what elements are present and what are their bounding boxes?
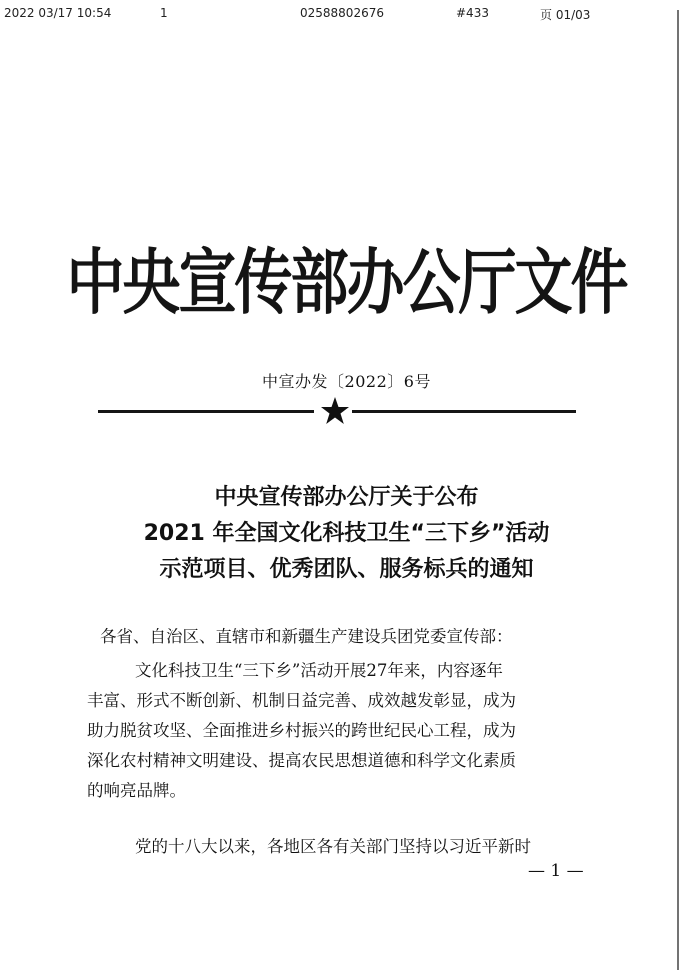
page-number: — 1 — (528, 861, 584, 881)
star-icon (320, 396, 350, 426)
header-rule-left (98, 410, 314, 413)
document-header-title: 中央宣传部办公厅文件 (66, 241, 627, 325)
paragraph-line: 深化农村精神文明建设、提高农民思想道德和科学文化素质 (87, 751, 516, 770)
paragraph-line: 的响亮品牌。 (87, 781, 186, 800)
paragraph-line: 文化科技卫生“三下乡”活动开展27年来，内容逐年 (135, 661, 503, 680)
fax-datetime: 2022 03/17 10:54 (4, 6, 112, 20)
fax-number: 02588802676 (300, 6, 384, 20)
document-number: 中宣办发〔2022〕6号 (262, 372, 431, 391)
salutation: 各省、自治区、直辖市和新疆生产建设兵团党委宣传部： (100, 627, 513, 646)
subject-line: 中央宣传部办公厅关于公布 (214, 485, 479, 510)
header-rule-right (352, 410, 576, 413)
subject-line: 示范项目、优秀团队、服务标兵的通知 (159, 557, 534, 582)
subject-line: 2021 年全国文化科技卫生“三下乡”活动 (143, 521, 550, 546)
paragraph-2 (87, 832, 599, 862)
paragraph-1 (87, 656, 599, 806)
fax-header (0, 6, 693, 22)
paragraph-line: 党的十八大以来，各地区各有关部门坚持以习近平新时 (135, 837, 531, 856)
fax-page-indicator: 1 (160, 6, 168, 20)
fax-job-number: #433 (456, 6, 489, 20)
notice-subject (0, 480, 693, 588)
paragraph-line: 助力脱贫攻坚、全面推进乡村振兴的跨世纪民心工程，成为 (87, 721, 516, 740)
paragraph-line: 丰富、形式不断创新、机制日益完善、成效越发彰显，成为 (87, 691, 516, 710)
fax-page-count: 页 01/03 (540, 8, 591, 22)
